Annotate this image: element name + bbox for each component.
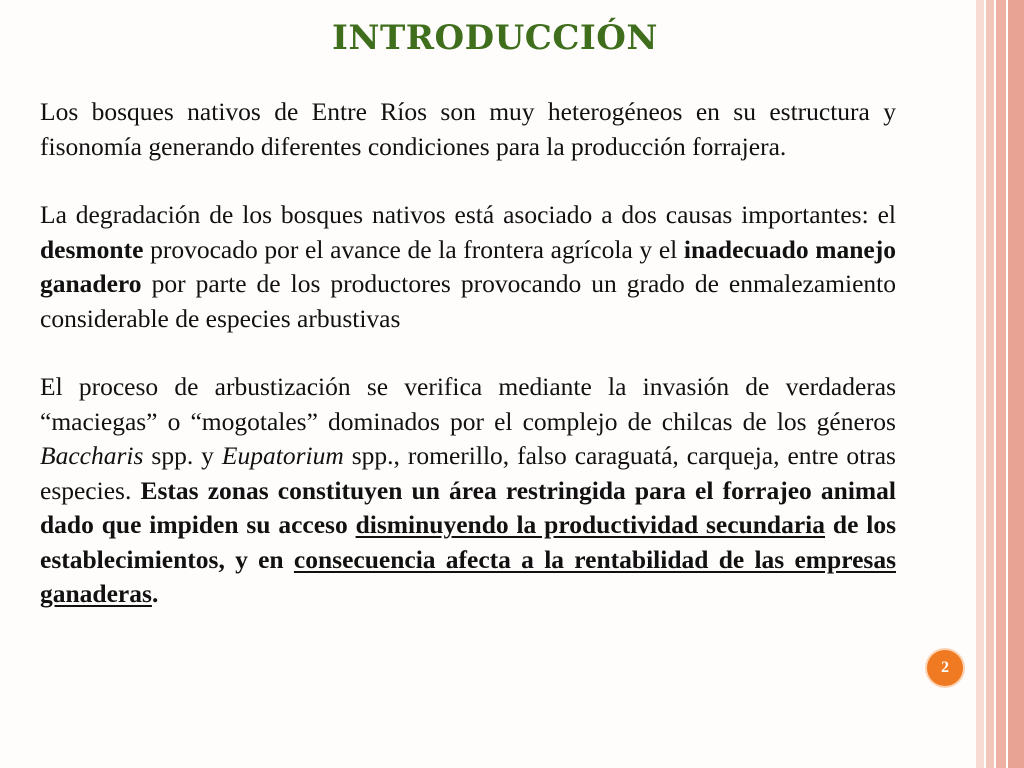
paragraph-3-italic-eupatorium: Eupatorium <box>221 441 344 470</box>
paragraph-2-text-2: provocado por el avance de la frontera agrícola y el <box>143 234 684 264</box>
paragraph-1: Los bosques nativos de Entre Ríos son muy heterogéneos en su estructura y fisonomía generando diferentes condiciones para la producción forrajera. <box>40 97 896 161</box>
paragraph-3-italic-baccharis: Baccharis <box>40 441 144 470</box>
paragraph-3 <box>40 370 896 612</box>
paragraph-3-bold-2: de los establecimientos, y en <box>40 510 896 574</box>
paragraph-2 <box>40 198 896 336</box>
slide-body <box>40 95 896 612</box>
paragraph-3-text-2: spp. y <box>143 441 222 470</box>
paragraph-3-underline-2: consecuencia afecta a la rentabilidad de las empresas ganaderas <box>40 544 896 608</box>
paragraph-3-text-3: spp., romerillo, falso caraguatá, carqueja, entre otras especies. <box>40 441 896 505</box>
paragraph-2-bold-manejo: inadecuado manejo ganadero <box>40 234 896 298</box>
paragraph-3-text-1: El proceso de arbustización se verifica mediante la invasión de verdaderas “maciegas” o “mogotales” dominados por el complejo de chilcas de los géneros <box>40 372 896 436</box>
decorative-stripes <box>976 0 1024 768</box>
paragraph-3-bold-1: Estas zonas constituyen un área restringida para el forrajeo animal dado que impiden su acceso <box>40 475 896 539</box>
paragraph-2-text-1: La degradación de los bosques nativos está asociado a dos causas importantes: el <box>40 200 896 229</box>
slide-title: INTRODUCCIÓN <box>331 18 658 58</box>
paragraph-3-bold-3: . <box>151 579 159 608</box>
page-number-badge: 2 <box>927 650 963 686</box>
paragraph-2-bold-desmonte: desmonte <box>40 234 144 264</box>
paragraph-2-text-3: por parte de los productores provocando un grado de enmalezamiento considerable de especies arbustivas <box>40 269 896 333</box>
paragraph-3-underline-1: disminuyendo la productividad secundaria <box>355 510 826 539</box>
